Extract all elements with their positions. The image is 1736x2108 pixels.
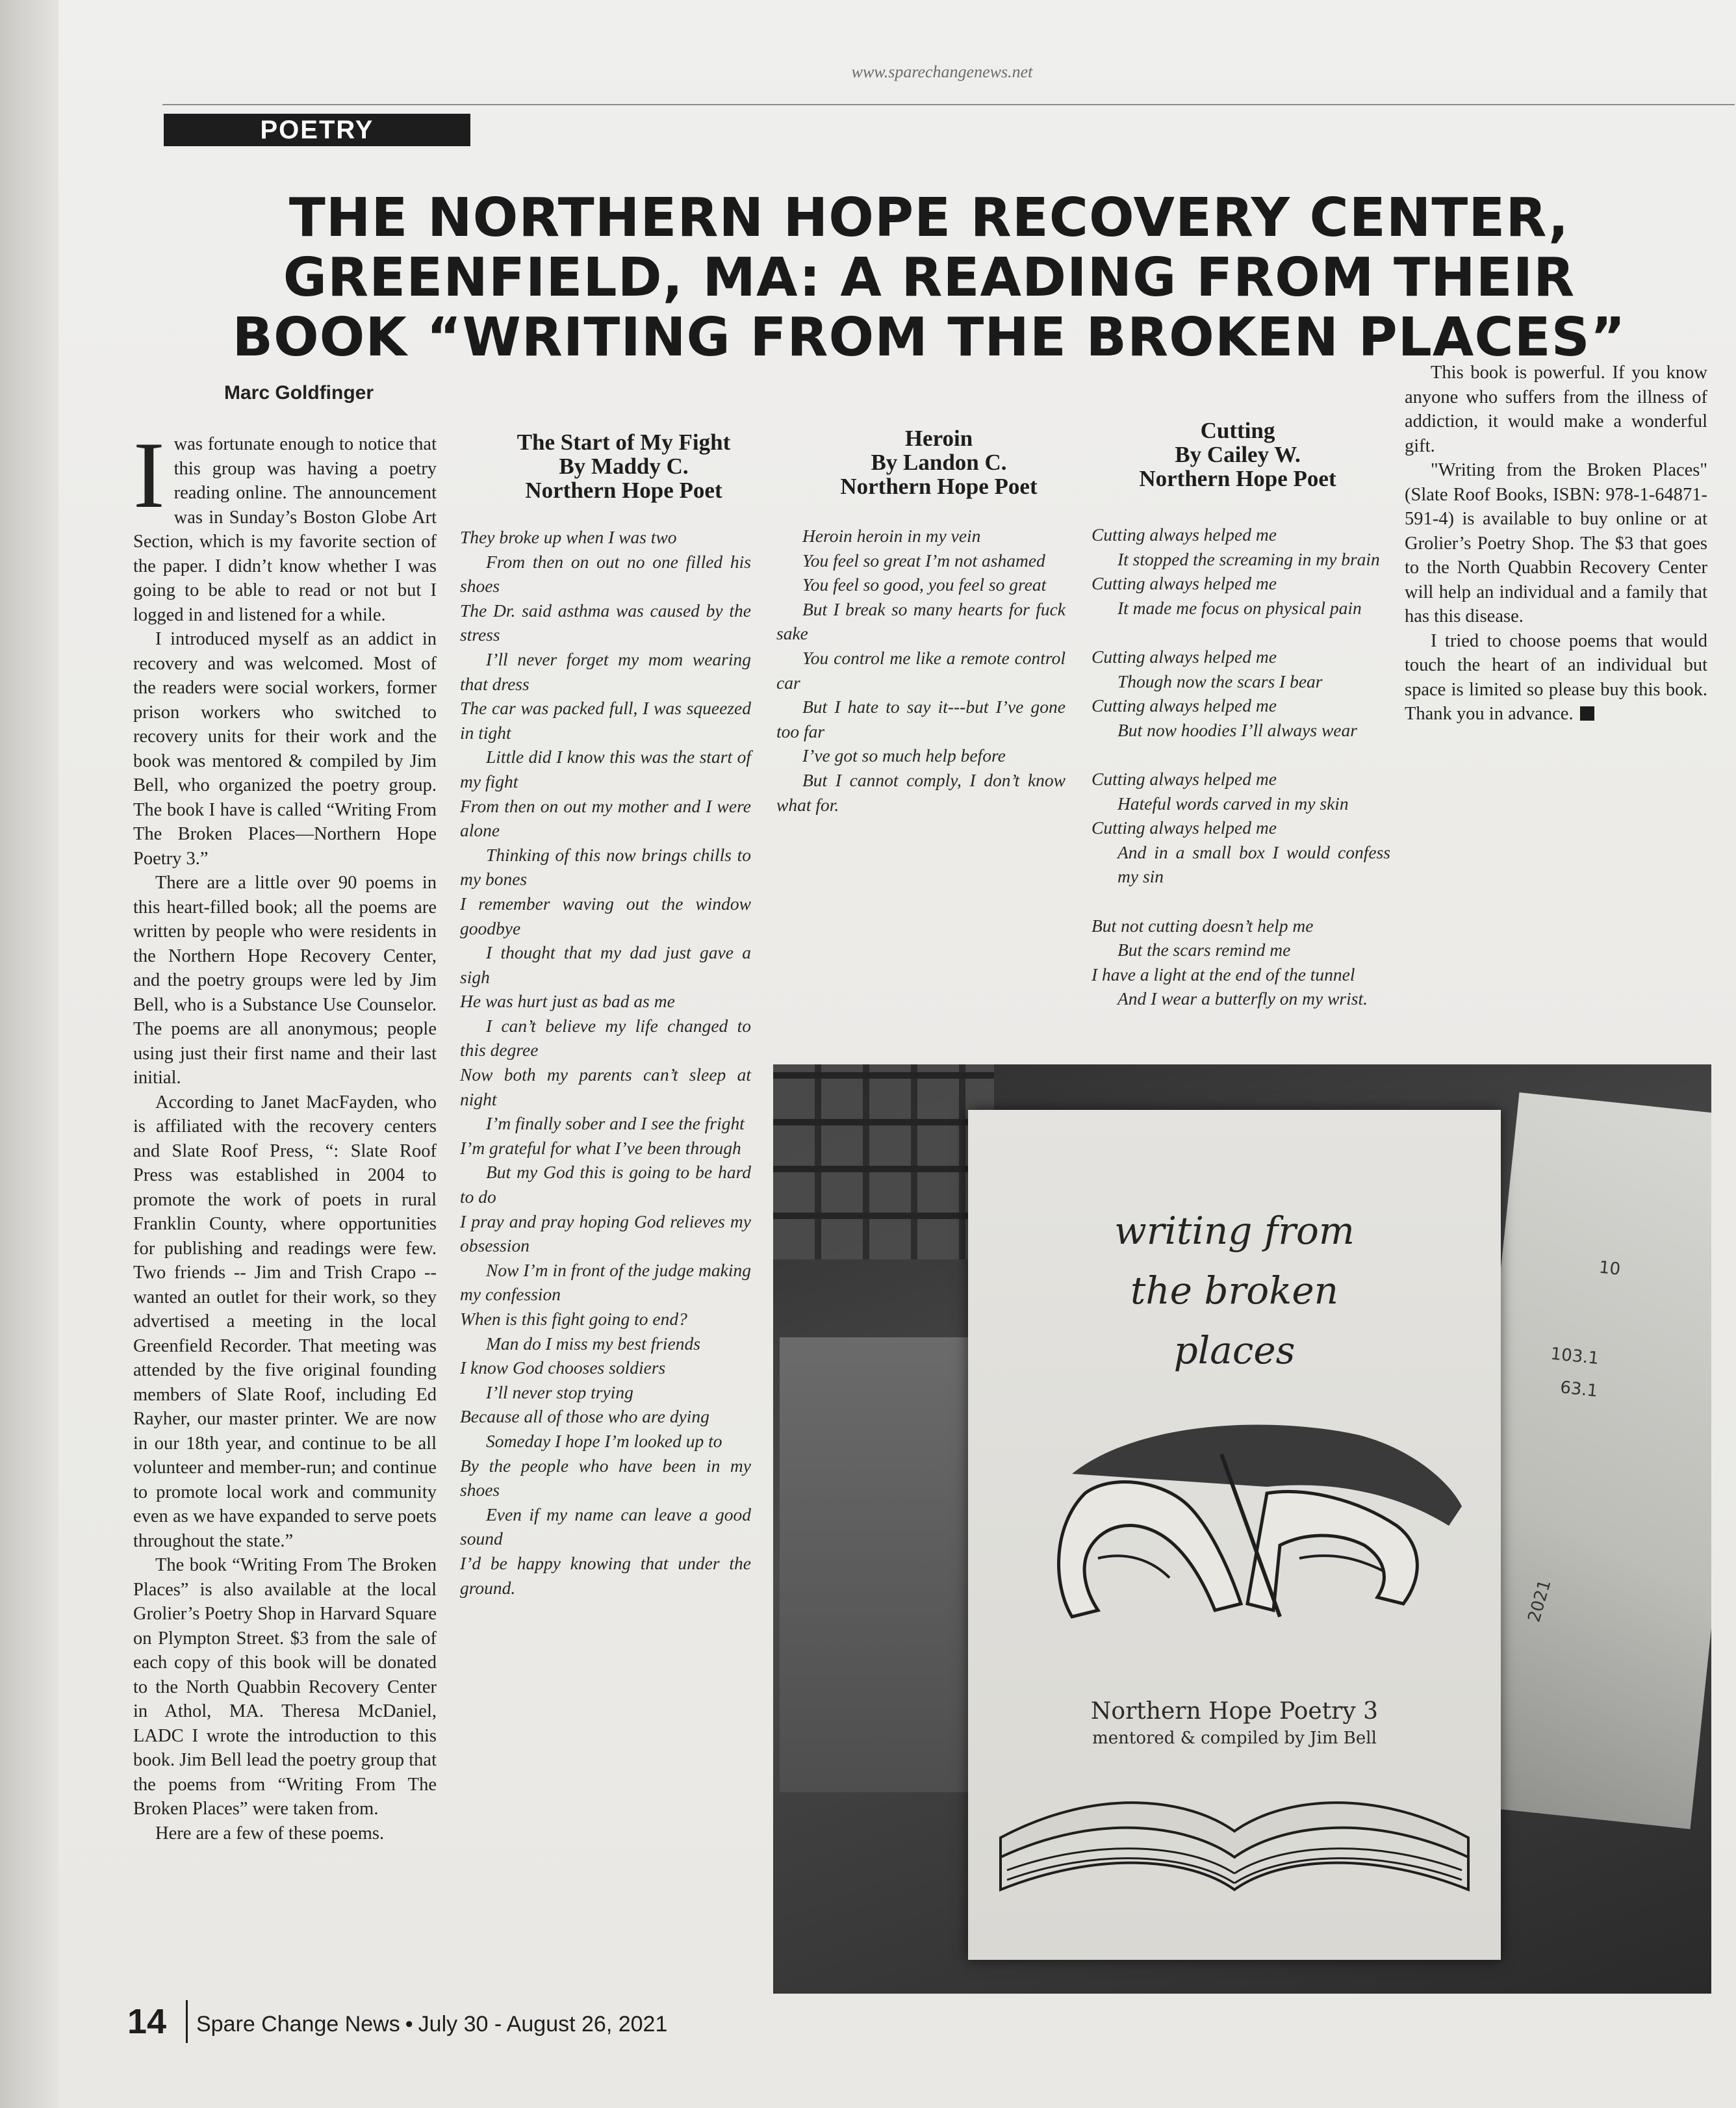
- book-cover-subtitle: Northern Hope Poetry 3: [1090, 1698, 1379, 1725]
- headline-line: BOOK “WRITING FROM THE BROKEN PLACES”: [232, 307, 1626, 368]
- poem-line: Cutting always helped me: [1091, 524, 1277, 545]
- poem-line: But the scars remind me: [1117, 940, 1291, 960]
- poem-line: I’m finally sober and I see the fright: [486, 1113, 745, 1134]
- poem-line: Because all of those who are dying: [460, 1406, 709, 1427]
- poem-line: I thought that my dad just gave a sigh: [460, 942, 751, 987]
- poem-line: But I hate to say it---but I’ve gone too far: [776, 697, 1066, 741]
- article-paragraph: The book “Writing From The Broken Places” is also available at the local Grolier’s Poetry Shop in Harvard Square on Plympton Street. $3 from the sale of each copy of this book will be donated to the North Quabbin Recovery Center in Athol, MA. Theresa McDaniel, LADC I wrote the introduction to this book. Jim Bell lead the poetry group that the poems from “Writing From The Broken Places” were taken from.: [133, 1555, 437, 1819]
- poem-line: He was hurt just as bad as me: [460, 991, 675, 1012]
- poem-line: You feel so good, you feel so great: [802, 574, 1047, 595]
- poem-line: Cutting always helped me: [1091, 768, 1277, 789]
- poem-line: Now both my parents can’t sleep at night: [460, 1064, 751, 1109]
- article-paragraph: I introduced myself as an addict in recovery and was welcomed. Most of the readers were social workers, former prison workers who switched to recovery units for their work and the book was mentored & compiled by Jim Bell, who organized the poetry group. The book I have is called “Writing From The Broken Places—Northern Hope Poetry 3.”: [133, 629, 437, 869]
- poem-title-heroin: Heroin By Landon C. Northern Hope Poet: [840, 426, 1038, 499]
- open-book-illustration: [981, 1760, 1488, 1922]
- article-column-5: [1405, 361, 1707, 726]
- poem-line: I’ve got so much help before: [802, 745, 1006, 766]
- article-paragraph: There are a little over 90 poems in this heart-filled book; all the poems are written by people who were residents in the Northern Hope Recovery Center, and the poetry groups were led by Jim Bell, who is a Substance Use Counselor. The poems are all anonymous; people using just their first name and their last initial.: [133, 873, 437, 1088]
- book-cover-credit: mentored & compiled by Jim Bell: [1092, 1729, 1377, 1748]
- article-paragraph: Here are a few of these poems.: [155, 1823, 385, 1844]
- poem-line: You control me like a remote control car: [776, 647, 1066, 693]
- headline-line: GREENFIELD, MA: A READING FROM THEIR: [283, 247, 1576, 309]
- poem-line: The car was packed full, I was squeezed in tight: [460, 698, 751, 743]
- poem-line: When is this fight going to end?: [460, 1309, 687, 1329]
- poem-line: From then on out no one filled his shoes: [460, 551, 751, 597]
- poem-line: Cutting always helped me: [1091, 695, 1277, 716]
- poem-start-of-my-fight: [460, 525, 751, 1600]
- article-paragraph: According to Janet MacFayden, who is affiliated with the recovery centers and Slate Roof Press, “: Slate Roof Press was established in 2004 to promote the work of poets in rural Franklin County, where opportunities for publishing and readings were few. Two friends -- Jim and Trish Crapo -- wanted an outlet for their work, so they advertised a meeting in the local Greenfield Recorder. That meeting was attended by the five original founding members of Slate Roof, including Ed Rayher, our master printer. We are now in our 18th year, and continue to be all volunteer and member-run; and continue to promote local work and community even as we have expanded to serve poets throughout the state.”: [133, 1092, 437, 1551]
- footer-divider: [186, 2000, 188, 2043]
- poem-line: Hateful words carved in my skin: [1117, 793, 1349, 814]
- article-paragraph: I tried to choose poems that would touch the heart of an individual but space is limited so please buy this book. Thank you in advance.: [1405, 630, 1707, 724]
- laptop-image: [780, 1337, 988, 1792]
- poem-line: Little did I know this was the start of my fight: [460, 747, 751, 791]
- poem-line: Heroin heroin in my vein: [802, 526, 981, 546]
- poem-line: Even if my name can leave a good sound: [460, 1504, 751, 1549]
- header-rule: [162, 104, 1735, 105]
- end-mark-icon: [1580, 706, 1594, 721]
- poem-cutting: [1091, 522, 1390, 1011]
- poem-line: I’ll never forget my mom wearing that dress: [460, 649, 751, 694]
- headline-line: THE NORTHERN HOPE RECOVERY CENTER,: [288, 187, 1570, 249]
- poem-line: Though now the scars I bear: [1117, 671, 1323, 691]
- poem-line: But I cannot comply, I don’t know what for.: [776, 769, 1066, 815]
- poem-line: But now hoodies I’ll always wear: [1117, 719, 1357, 740]
- poem-line: They broke up when I was two: [460, 527, 677, 547]
- issue-dates: July 30 - August 26, 2021: [418, 2012, 668, 2037]
- poem-line: I have a light at the end of the tunnel: [1091, 964, 1355, 984]
- poem-line: I’ll never stop trying: [486, 1382, 633, 1402]
- byline: Marc Goldfinger: [224, 382, 374, 404]
- section-label: POETRY: [164, 114, 470, 146]
- poem-line: Cutting always helped me: [1091, 646, 1277, 667]
- poem-line: I remember waving out the window goodbye: [460, 893, 751, 938]
- article-paragraph: Iwas fortunate enough to notice that this group was having a poetry reading online. The announcement was in Sunday’s Boston Globe Art Section, which is my favorite section of the paper. I didn’t know whether I was going to be able to read or not but I logged in and listened for a while.: [133, 422, 437, 625]
- poem-line: Someday I hope I’m looked up to: [486, 1430, 722, 1451]
- footer-publication: Spare Change News • July 30 - August 26, 2021: [196, 2012, 668, 2037]
- poem-heroin: [776, 524, 1066, 817]
- papers-image: 10 103.1 63.1 2021: [1445, 1092, 1711, 1829]
- book-cover: [968, 1110, 1501, 1960]
- poem-line: I can’t believe my life changed to this degree: [460, 1015, 751, 1060]
- poem-line: But not cutting doesn’t help me: [1091, 915, 1314, 936]
- poem-line: From then on out my mother and I were alone: [460, 795, 751, 841]
- poem-line: I’m grateful for what I’ve been through: [460, 1137, 741, 1158]
- poem-line: Man do I miss my best friends: [486, 1333, 700, 1354]
- book-photo: [773, 1064, 1711, 1994]
- poem-line: But my God this is going to be hard to do: [460, 1162, 751, 1207]
- poem-line: I pray and pray hoping God relieves my obsession: [460, 1211, 751, 1256]
- site-url: www.sparechangenews.net: [851, 62, 1033, 81]
- poem-line: But I break so many hearts for fuck sake: [776, 598, 1066, 644]
- article-paragraph: This book is powerful. If you know anyone who suffers from the illness of addiction, it would make a wonderful gift.: [1405, 363, 1707, 456]
- hands-writing-illustration: [994, 1396, 1488, 1643]
- poem-line: And I wear a butterfly on my wrist.: [1117, 988, 1368, 1009]
- book-cover-title: writing from the broken places: [1114, 1209, 1355, 1372]
- publication-name: Spare Change News: [196, 2012, 400, 2037]
- poem-line: And in a small box I would confess my sin: [1117, 842, 1390, 887]
- page-number: 14: [127, 2002, 167, 2041]
- poem-line: Now I’m in front of the judge making my confession: [460, 1259, 751, 1305]
- poem-line: I’d be happy knowing that under the ground.: [460, 1552, 751, 1598]
- poem-line: Thinking of this now brings chills to my bones: [460, 844, 751, 890]
- poem-line: The Dr. said asthma was caused by the stress: [460, 600, 751, 645]
- drop-cap: I: [133, 422, 165, 528]
- article-column-1: [133, 422, 437, 1845]
- poem-title-start-of-my-fight: The Start of My Fight By Maddy C. Northern Hope Poet: [517, 430, 731, 503]
- poem-line: It stopped the screaming in my brain: [1117, 548, 1380, 569]
- poem-title-cutting: Cutting By Cailey W. Northern Hope Poet: [1139, 418, 1336, 491]
- headline: [156, 188, 1702, 368]
- poem-line: Cutting always helped me: [1091, 817, 1277, 838]
- poem-line: I know God chooses soldiers: [460, 1357, 666, 1378]
- poem-line: By the people who have been in my shoes: [460, 1455, 751, 1500]
- poem-line: You feel so great I’m not ashamed: [802, 550, 1045, 571]
- article-paragraph: "Writing from the Broken Places" (Slate Roof Books, ISBN: 978-1-64871-591-4) is available to buy online or at Grolier’s Poetry Shop. The $3 that goes to the North Quabbin Recovery Center will help an individual and a family that has this disease.: [1405, 460, 1707, 626]
- poem-line: Cutting always helped me: [1091, 573, 1277, 594]
- keyboard-image: [773, 1064, 994, 1259]
- poem-line: It made me focus on physical pain: [1117, 597, 1362, 618]
